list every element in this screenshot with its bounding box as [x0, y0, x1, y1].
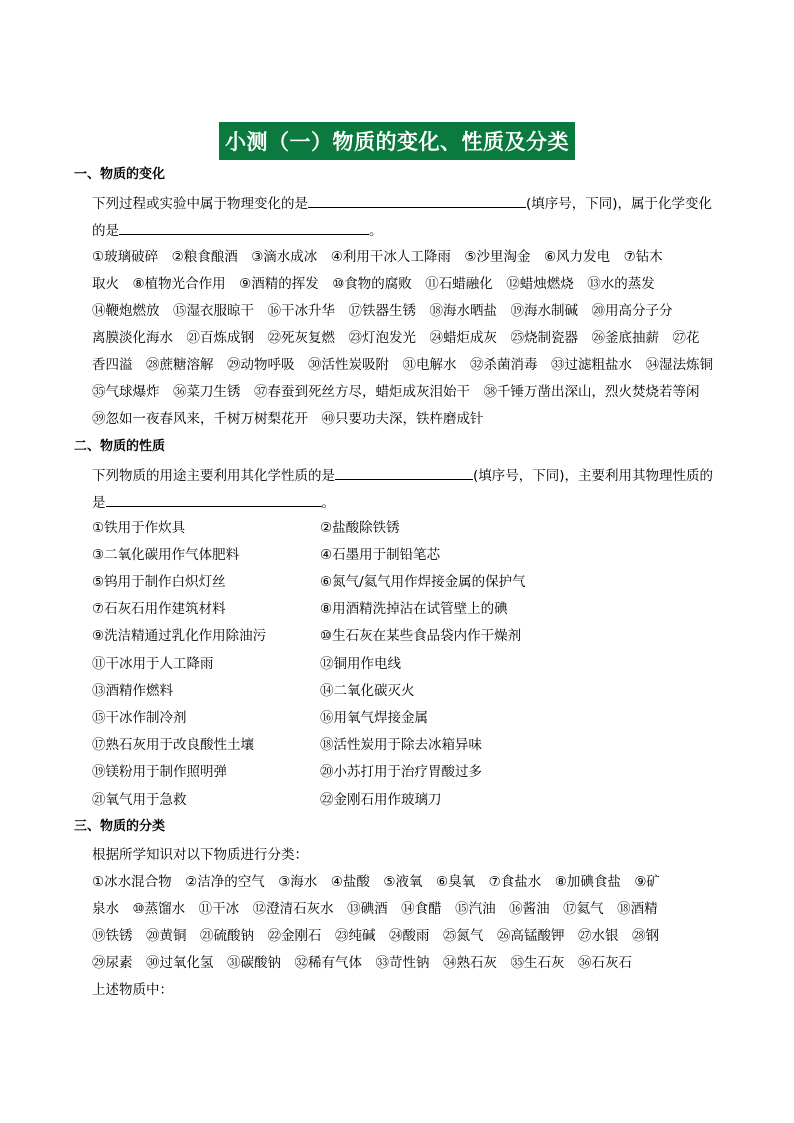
use-item: ⑱活性炭用于除去冰箱异味	[320, 737, 482, 753]
list-item: ㊴忽如一夜春风来，千树万树梨花开 ㊵只要功夫深，铁杵磨成针	[92, 411, 484, 427]
section2-heading: 二、物质的性质	[74, 439, 166, 454]
list-item: 香四溢 ㉘蔗糖溶解 ㉙动物呼吸 ㉚活性炭吸附 ㉛电解水 ㉜杀菌消毒 ㉝过滤粗盐水 ㉞湿法炼铜	[92, 357, 713, 373]
use-item: ㉒金刚石用作玻璃刀	[320, 792, 442, 808]
use-item: ⑲镁粉用于制作照明弹	[92, 764, 227, 780]
section1-question-end: 。	[369, 223, 383, 239]
section2-question-text: 下列物质的用途主要利用其化学性质的是	[92, 468, 335, 484]
use-item: ㉑氧气用于急救	[92, 792, 187, 808]
use-item: ①铁用于作炊具	[92, 520, 186, 536]
section1-heading: 一、物质的变化	[74, 167, 166, 182]
use-item: ⑭二氧化碳灭火	[320, 683, 415, 699]
list-item: ⑲铁锈 ⑳黄铜 ㉑硫酸钠 ㉒金刚石 ㉓纯碱 ㉔酸雨 ㉕氮气 ㉖高锰酸钾 ㉗水银 ㉘钢	[92, 928, 659, 944]
use-item: ⑬酒精作燃料	[92, 683, 173, 699]
section1-question-text: 下列过程或实验中属于物理变化的是	[92, 196, 308, 212]
section3-footer: 上述物质中：	[92, 982, 173, 998]
section2-question-line2	[92, 492, 335, 512]
answer-blank-physical[interactable]	[308, 193, 526, 208]
use-item: ⑧用酒精洗掉沾在试管壁上的碘	[320, 601, 508, 617]
page-title: 小测（一）物质的变化、性质及分类	[219, 122, 575, 160]
section2-question-line1	[92, 465, 713, 485]
answer-blank-chemical-property[interactable]	[335, 465, 473, 480]
list-item: 离膜淡化海水 ㉑百炼成钢 ㉒死灰复燃 ㉓灯泡发光 ㉔蜡炬成灰 ㉕烧制瓷器 ㉖釜底抽薪 ㉗花	[92, 330, 700, 346]
use-item: ⑰熟石灰用于改良酸性土壤	[92, 737, 254, 753]
section3-intro: 根据所学知识对以下物质进行分类：	[92, 847, 308, 863]
use-item: ⑫铜用作电线	[320, 656, 401, 672]
list-item: ①玻璃破碎 ②粮食酿酒 ③滴水成冰 ④利用干冰人工降雨 ⑤沙里淘金 ⑥风力发电 ⑦钻木	[92, 249, 663, 265]
list-item: 泉水 ⑩蒸馏水 ⑪干冰 ⑫澄清石灰水 ⑬碘酒 ⑭食醋 ⑮汽油 ⑯酱油 ⑰氦气 ⑱酒精	[92, 901, 658, 917]
list-item: ㉟气球爆炸 ㊱菜刀生锈 ㊲春蚕到死丝方尽，蜡炬成灰泪始干 ㊳千锤万凿出深山，烈火焚烧若等闲	[92, 384, 700, 400]
use-item: ⑪干冰用于人工降雨	[92, 656, 214, 672]
use-item: ⑥氮气/氦气用作焊接金属的保护气	[320, 574, 526, 590]
section1-question-line1	[92, 193, 712, 213]
use-item: ⑨洗洁精通过乳化作用除油污	[92, 628, 267, 644]
use-item: ②盐酸除铁锈	[320, 520, 400, 536]
use-item: ⑤钨用于制作白炽灯丝	[92, 574, 226, 590]
use-item: ③二氧化碳用作气体肥料	[92, 547, 240, 563]
answer-blank-chemical[interactable]	[119, 220, 369, 235]
section1-question-text-3: 的是	[92, 223, 119, 239]
use-item: ⑩生石灰在某些食品袋内作干燥剂	[320, 628, 522, 644]
answer-blank-physical-property[interactable]	[106, 492, 322, 507]
section2-question-end: 。	[321, 495, 335, 511]
use-item: ⑯用氧气焊接金属	[320, 710, 428, 726]
section3-heading: 三、物质的分类	[74, 819, 166, 834]
section2-question-text-2: (填序号，下同)，主要利用其物理性质的	[473, 468, 714, 484]
use-item: ⑦石灰石用作建筑材料	[92, 601, 226, 617]
list-item: 取火 ⑧植物光合作用 ⑨酒精的挥发 ⑩食物的腐败 ⑪石蜡融化 ⑫蜡烛燃烧 ⑬水的蒸发	[92, 276, 655, 292]
use-item: ⑮干冰作制冷剂	[92, 710, 187, 726]
section2-question-text-3: 是	[92, 495, 106, 511]
page-title-wrap	[0, 122, 794, 160]
section1-question-line2	[92, 220, 383, 240]
section1-question-text-2: (填序号，下同)，属于化学变化	[526, 196, 713, 212]
use-item: ④石墨用于制铅笔芯	[320, 547, 441, 563]
list-item: ⑭鞭炮燃放 ⑮湿衣服晾干 ⑯干冰升华 ⑰铁器生锈 ⑱海水晒盐 ⑲海水制碱 ⑳用高分子分	[92, 303, 673, 319]
use-item: ⑳小苏打用于治疗胃酸过多	[320, 764, 482, 780]
list-item: ㉙尿素 ㉚过氧化氢 ㉛碳酸钠 ㉜稀有气体 ㉝苛性钠 ㉞熟石灰 ㉟生石灰 ㊱石灰石	[92, 955, 632, 971]
list-item: ①冰水混合物 ②洁净的空气 ③海水 ④盐酸 ⑤液氧 ⑥臭氧 ⑦食盐水 ⑧加碘食盐 ⑨矿	[92, 874, 660, 890]
